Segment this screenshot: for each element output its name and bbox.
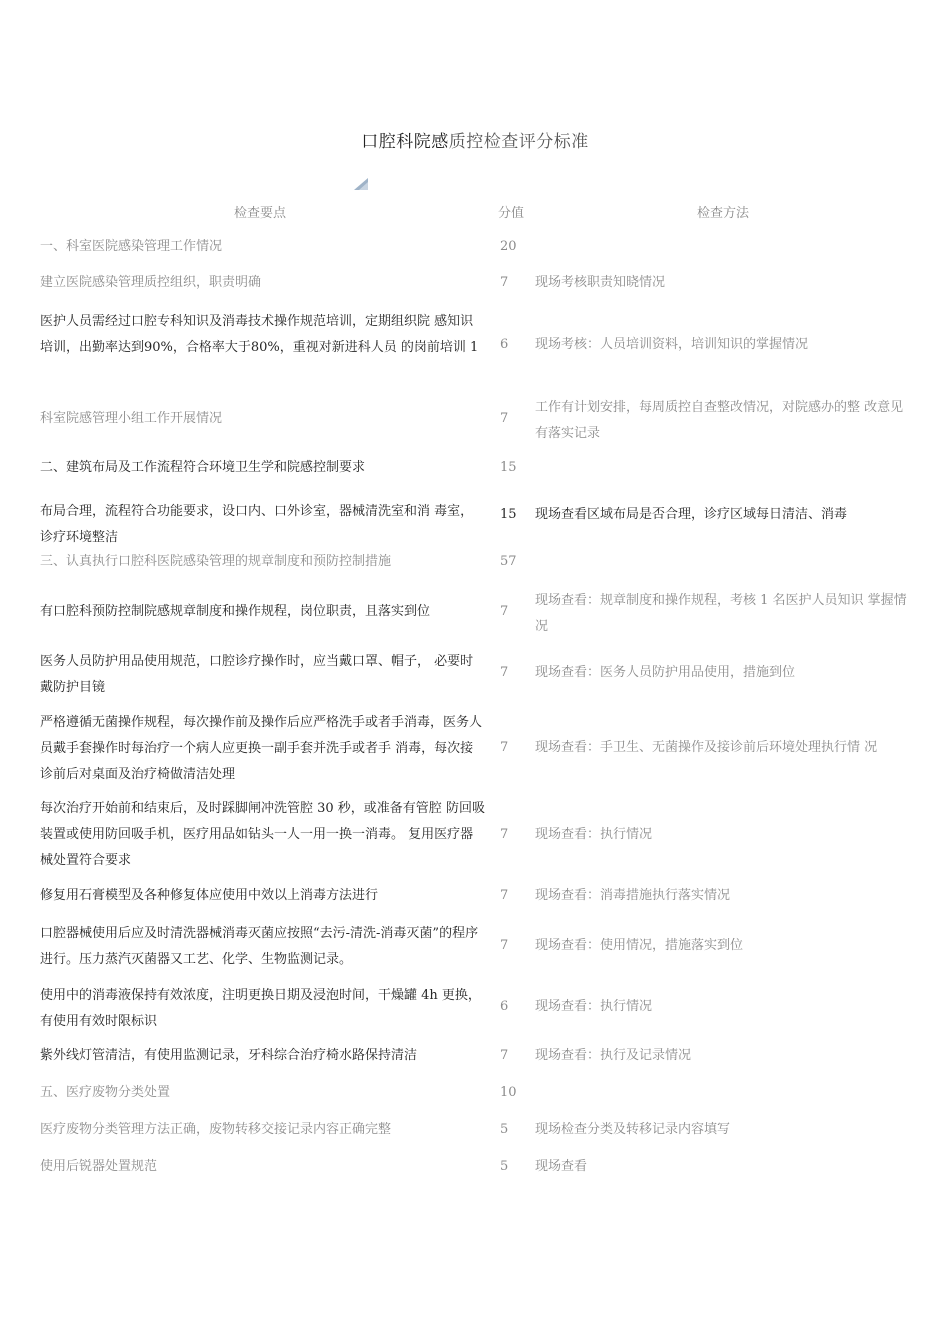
table-row-10-score: 7 — [500, 827, 509, 842]
table-row-5-method: 现场查看区域布局是否合理，诊疗区域每日清洁、消毒 — [535, 507, 848, 522]
table-row-0-item: 一、科室医院感染管理工作情况 — [40, 239, 223, 254]
table-row-17-item: 使用后锐器处置规范 — [40, 1159, 158, 1174]
table-row-16-score: 5 — [500, 1122, 509, 1137]
table-row-2-method: 现场考核：人员培训资料，培训知识的掌握情况 — [535, 337, 809, 352]
table-row-3-item: 科室院感管理小组工作开展情况 — [40, 411, 223, 426]
table-row-9-score: 7 — [500, 740, 509, 755]
table-row-11-method: 现场查看：消毒措施执行落实情况 — [535, 888, 731, 903]
table-row-13-item: 使用中的消毒液保持有效浓度，注明更换日期及浸泡时间，干燥罐 4h 更换，有使用有效时限标识 — [40, 988, 481, 1029]
table-row-2-item: 医护人员需经过口腔专科知识及消毒技术操作规范培训，定期组织院 感知识培训，出勤率达到90%，合格率大于80%，重视对新进科人员 的岗前培训 1 — [40, 314, 479, 355]
table-row-1-score: 7 — [500, 275, 509, 290]
table-row-12-item: 口腔器械使用后应及时清洗器械消毒灭菌应按照“去污-清洗-消毒灭菌”的程序进行。压力蒸汽灭菌器又工艺、化学、生物监测记录。 — [40, 926, 479, 967]
table-row-0-score: 20 — [500, 239, 517, 254]
table-row-15-item: 五、医疗废物分类处置 — [40, 1085, 171, 1100]
table-row-8-score: 7 — [500, 665, 509, 680]
table-row-13-score: 6 — [500, 999, 509, 1014]
table-row-9-item: 严格遵循无菌操作规程，每次操作前及操作后应严格洗手或者手消毒，医务人员戴手套操作时每治疗一个病人应更换一副手套并洗手或者手 消毒，每次接诊前后对桌面及治疗椅做清洁处理 — [40, 715, 483, 782]
table-row-9-method: 现场查看：手卫生、无菌操作及接诊前后环境处理执行情 况 — [535, 740, 878, 755]
table-row-3-score: 7 — [500, 411, 509, 426]
table-row-12-score: 7 — [500, 938, 509, 953]
page-title-part2: 质控检查评分标准 — [448, 132, 589, 152]
table-row-5-item: 布局合理，流程符合功能要求，设口内、口外诊室，器械清洗室和消 毒室，诊疗环境整洁 — [40, 504, 474, 545]
table-row-16-method: 现场检查分类及转移记录内容填写 — [535, 1122, 731, 1137]
table-row-4-score: 15 — [500, 460, 517, 475]
page-title-part1: 口腔科院感 — [361, 132, 449, 152]
table-row-1-method: 现场考核职责知晓情况 — [535, 275, 666, 290]
table-row-8-item: 医务人员防护用品使用规范，口腔诊疗操作时，应当戴口罩、帽子， 必要时戴防护目镜 — [40, 654, 474, 695]
table-row-2-score: 6 — [500, 337, 509, 352]
table-row-14-item: 紫外线灯管清洁，有使用监测记录，牙科综合治疗椅水路保持清洁 — [40, 1048, 418, 1063]
table-row-13-method: 现场查看：执行情况 — [535, 999, 653, 1014]
table-row-7-method: 现场查看：规章制度和操作规程，考核 1 名医护人员知识 掌握情况 — [535, 593, 907, 634]
table-row-4-item: 二、建筑布局及工作流程符合环境卫生学和院感控制要求 — [40, 460, 366, 475]
header-score: 分值 — [498, 206, 525, 221]
table-row-11-item: 修复用石膏模型及各种修复体应使用中效以上消毒方法进行 — [40, 888, 379, 903]
table-row-14-method: 现场查看：执行及记录情况 — [535, 1048, 692, 1063]
table-row-7-item: 有口腔科预防控制院感规章制度和操作规程，岗位职责，且落实到位 — [40, 604, 431, 619]
table-row-7-score: 7 — [500, 604, 509, 619]
table-row-15-score: 10 — [500, 1085, 517, 1100]
table-row-10-item: 每次治疗开始前和结束后，及时踩脚闸冲洗管腔 30 秒，或准备有管腔 防回吸装置或使用防回吸手机，医疗用品如钻头一人一用一换一消毒。 复用医疗器械处置符合要求 — [40, 801, 485, 868]
table-row-12-method: 现场查看：使用情况，措施落实到位 — [535, 938, 744, 953]
table-row-17-score: 5 — [500, 1159, 509, 1174]
table-row-6-score: 57 — [500, 554, 517, 569]
table-row-6-item: 三、认真执行口腔科医院感染管理的规章制度和预防控制措施 — [40, 554, 392, 569]
table-row-1-item: 建立医院感染管理质控组织，职责明确 — [40, 275, 262, 290]
table-row-3-method: 工作有计划安排，每周质控自查整改情况，对院感办的整 改意见有落实记录 — [535, 400, 904, 441]
table-row-10-method: 现场查看：执行情况 — [535, 827, 653, 842]
header-method: 检查方法 — [697, 206, 750, 221]
table-row-16-item: 医疗废物分类管理方法正确，废物转移交接记录内容正确完整 — [40, 1122, 392, 1137]
table-row-11-score: 7 — [500, 888, 509, 903]
header-item: 检查要点 — [234, 206, 287, 221]
table-row-17-method: 现场查看 — [535, 1159, 588, 1174]
table-row-14-score: 7 — [500, 1048, 509, 1063]
table-row-8-method: 现场查看：医务人员防护用品使用，措施到位 — [535, 665, 796, 680]
table-row-5-score: 15 — [500, 507, 517, 522]
